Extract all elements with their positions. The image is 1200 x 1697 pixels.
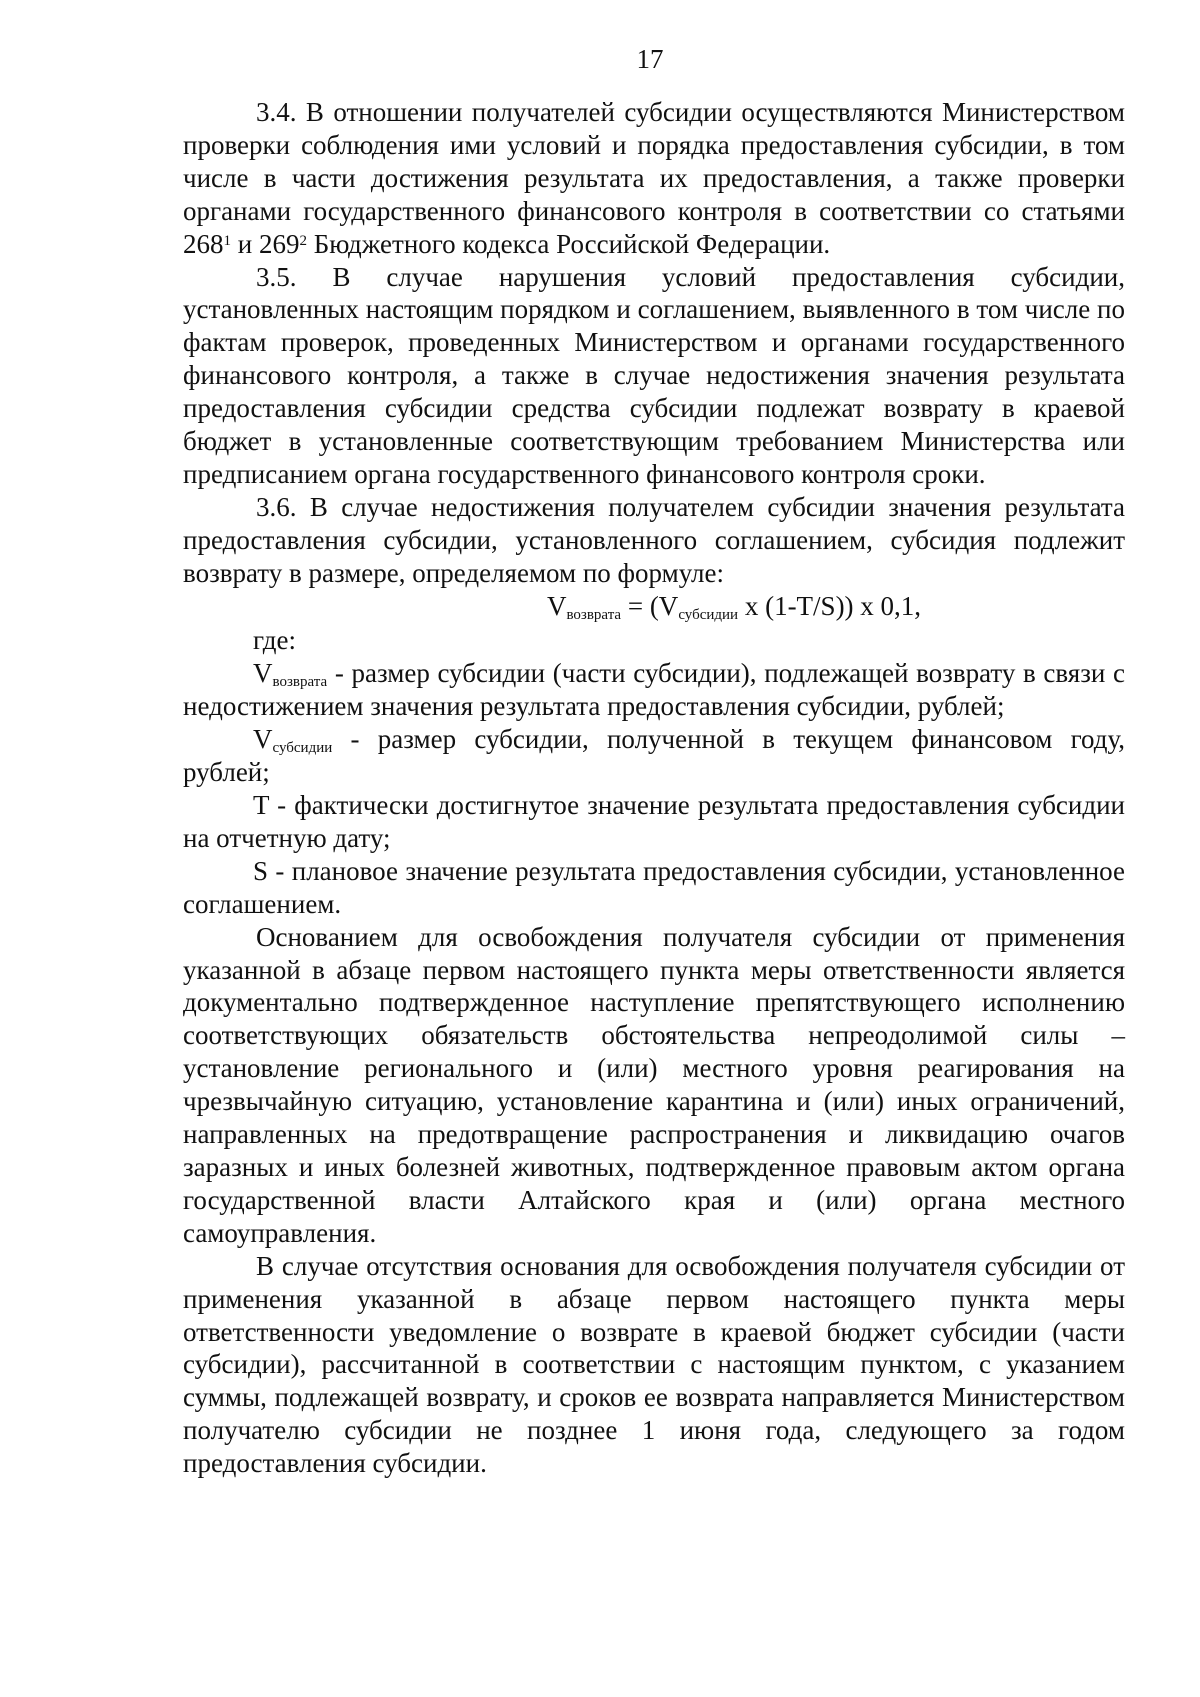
definition-v-return-text: - размер субсидии (части субсидии), подлежащей возврату в связи с недостижением значения результата предоставления субсидии, рублей; [183,658,1125,722]
paragraph-3-4-lead: 3.4. В отношении получателей субсидии осуществляются Министерством проверки соблюдения ими условий и порядка предоставления субсидии, в том числе в части достижения результата их предоставления, а также проверки органами государственного финансового контроля в соответствии со статьями [183,97,1125,226]
paragraph-3-5: 3.5. В случае нарушения условий предоставления субсидии, установленных настоящим порядком и соглашением, выявленного в том числе по фактам проверок, проведенных Министерством и органами государственного финансового контроля, а также в случае недостижения значения результата предоставления субсидии средства субсидии подлежат возврату в краевой бюджет в установленные соответствующим требованием Министерства или предписанием органа государственного финансового контроля сроки. [183,261,1125,489]
definition-v-return [183,657,1125,723]
formula-equals: = (V [621,590,679,621]
where-label: где: [253,624,296,655]
definition-v-subsidy [183,723,1125,789]
formula-subscript-subsidy: субсидии [678,606,739,623]
paragraph-basis: Основанием для освобождения получателя субсидии от применения указанной в абзаце первом настоящего пункта меры ответственности является документально подтвержденное наступление препятствующего исполнению соответствующих обязательств обстоятельства непреодолимой силы – установление регионального и (или) местного уровня реагирования на чрезвычайную ситуацию, установление карантина и (или) иных ограничений, направленных на предотвращение распространения и ликвидацию очагов заразных и иных болезней животных, подтвержденное правовым актом органа государственной власти Алтайского края и (или) органа местного самоуправления. [183,921,1125,1248]
symbol-v-subsidy: V [253,724,273,755]
paragraph-3-6: 3.6. В случае недостижения получателем субсидии значения результата предоставления субсидии, установленного соглашением, субсидия подлежит возврату в размере, определяемом по формуле: [183,491,1125,588]
conjunction: и [231,228,259,259]
formula-v: V [546,590,567,621]
return-formula [183,590,1125,623]
page-number: 17 [636,44,664,74]
symbol-v-subsidy-subscript: субсидии [272,739,333,756]
definition-v-subsidy-text: - размер субсидии, полученной в текущем финансовом году, рублей; [183,724,1125,788]
formula-subscript-return: возврата [566,606,622,623]
paragraph-absence: В случае отсутствия основания для освобождения получателя субсидии от применения указанной в абзаце первом настоящего пункта меры ответственности уведомление о возврате в краевой бюджет субсидии (части субсидии), рассчитанной в соответствии с настоящим пунктом, с указанием суммы, подлежащей возврату, и сроков ее возврата направляется Министерством получателю субсидии не позднее 1 июня года, следующего за годом предоставления субсидии. [183,1250,1125,1479]
symbol-v-return: V [253,658,273,689]
formula-rest: x (1-T/S)) x 0,1, [738,590,922,621]
article-269: 269 [258,228,300,259]
article-269-superscript: 2 [299,232,307,249]
document-body [183,96,1125,1480]
symbol-v-return-subscript: возврата [272,674,328,691]
paragraph-3-4-tail: Бюджетного кодекса Российской Федерации. [306,228,831,259]
definition-t: T - фактически достигнутое значение результата предоставления субсидии на отчетную дату; [183,790,1125,853]
paragraph-3-4 [183,96,1125,261]
definition-s: S - плановое значение результата предоставления субсидии, установленное соглашением. [183,855,1125,919]
article-268-superscript: 1 [223,232,231,249]
article-268: 268 [183,228,224,259]
